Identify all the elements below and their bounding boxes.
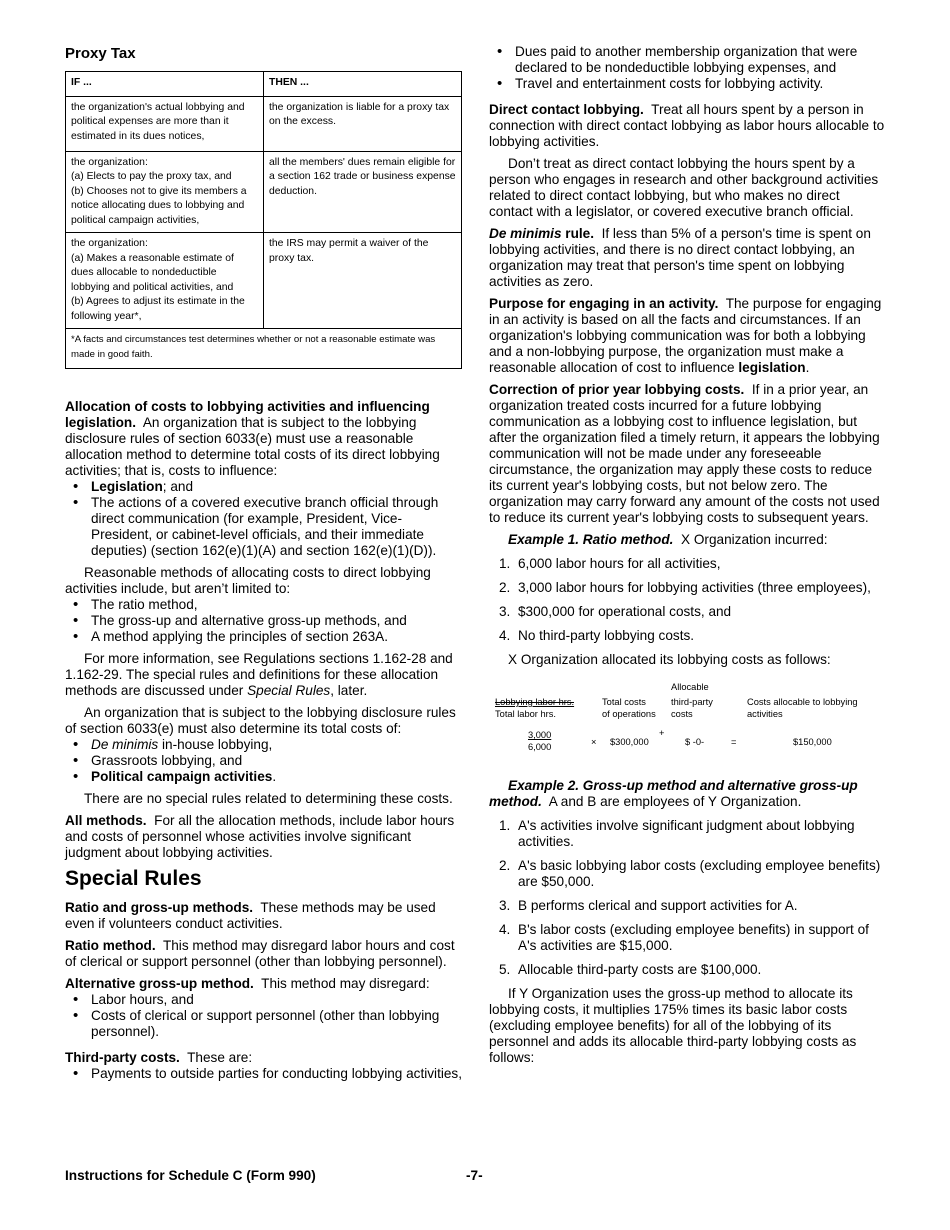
calc-denominator: 6,000 [528,742,552,752]
table-footnote: *A facts and circumstances test determines whether or not a reasonable estimate was made in good faith. [66,329,462,369]
third-party-paragraph: Third-party costs. These are: [65,1050,253,1065]
list-item: 2. 3,000 labor hours for lobbying activities (three employees), [499,580,871,595]
list-item: • The gross-up and alternative gross-up methods, and [65,613,462,629]
alt-gross-up-paragraph: Alternative gross-up method. This method may disregard: [65,976,430,991]
example2-list [489,818,885,978]
calc-result-header-1: Costs allocable to lobbying [747,697,858,707]
left-column [65,40,462,1088]
de-minimis-paragraph: De minimis rule. If less than 5% of a person's time is spent on lobbying activities, and there is no direct contact lobbying, an organization may treat that person's time spent on lobbying activities as zero. [489,226,871,289]
example1-heading: Example 1. Ratio method. [508,532,674,547]
list-item: • Political campaign activities. [65,769,462,785]
list-item: • Travel and entertainment costs for lobbying activity. [489,76,885,92]
then-cell: the organization is liable for a proxy tax on the excess. [264,96,462,151]
if-cell: the organization's actual lobbying and political expenses are more than it estimated in its dues notices, [66,96,264,151]
all-methods-heading: All methods. [65,813,147,828]
table-row [66,96,462,151]
if-cell: the organization: (a) Makes a reasonable estimate of dues allocable to nondeductible lobbying and political activities, and (b) Agrees to adjust its estimate in the following year*, [66,233,264,329]
calc-times: × [591,737,597,747]
list-item: 4. B's labor costs (excluding employee benefits) in support of A's activities are $15,000. [499,922,869,953]
col-then-header: THEN ... [264,72,462,97]
example1-paragraph: Example 1. Ratio method. X Organization incurred: [508,532,828,547]
list-item: 5. Allocable third-party costs are $100,000. [499,962,762,977]
calc-total-costs-header-1: Total costs [602,697,646,707]
special-rules-link: Special Rules [247,683,331,698]
list-item: • Grassroots lobbying, and [65,753,462,769]
allocation-text: An organization that is subject to the lobbying disclosure rules of section 6033(e) must use a reasonable allocation method to determine total costs of its direct lobbying activities; that is, costs to influence: [65,415,440,478]
table-row [66,233,462,329]
allocation-paragraph [65,399,462,479]
example1-list [489,556,885,644]
then-cell: the IRS may permit a waiver of the proxy tax. [264,233,462,329]
also-list [65,737,462,785]
calc-alloc-header-3: costs [671,709,693,719]
list-item: 1. A's activities involve significant judgment about lobbying activities. [499,818,855,849]
allocation-bullets [65,479,462,559]
ratio-method-paragraph: Ratio method. This method may disregard labor hours and cost of clerical or support personnel (other than lobbying personnel). [65,938,455,969]
calc-header-rule [495,702,574,703]
list-item: • A method applying the principles of section 263A. [65,629,462,645]
list-item: 3. B performs clerical and support activities for A. [499,898,798,913]
list-item: • De minimis in-house lobbying, [65,737,462,753]
calc-result: $150,000 [793,737,832,747]
calc-result-header-2: activities [747,709,783,719]
direct-contact-paragraph: Direct contact lobbying. Treat all hours spent by a person in connection with direct contact lobbying as labor hours allocable to lobbying activities. [489,102,885,149]
methods-intro: Reasonable methods of allocating costs to direct lobbying activities include, but aren’t limited to: [65,565,431,596]
proxy-tax-heading: Proxy Tax [65,45,136,62]
calc-numerator: 3,000 [528,730,552,740]
list-item: 2. A's basic lobbying labor costs (excluding employee benefits) are $50,000. [499,858,881,889]
third-party-list-part1 [65,1066,462,1082]
footer-title: Instructions for Schedule C (Form 990) [65,1168,316,1183]
list-item: • Costs of clerical or support personnel (other than lobbying personnel). [65,1008,462,1040]
direct-contact-paragraph-2: Don’t treat as direct contact lobbying the hours spent by a person who engages in research and other background activities related to direct contact lobbying, but who makes no direct contact with a legislator, or covered executive branch official. [489,156,879,219]
example2-paragraph: Example 2. Gross-up method and alternative gross-up method. A and B are employees of Y Organization. [489,778,858,809]
all-methods-paragraph: All methods. For all the allocation methods, include labor hours and costs of personnel whose activities involve significant judgment about lobbying activities. [65,813,455,860]
list-item: • Legislation; and [65,479,462,495]
example2-closing: If Y Organization uses the gross-up method to allocate its lobbying costs, it multiplies 175% times its basic labor costs (excluding employee benefits) for all of the lobbying of its personnel and adds its allocable third-party lobbying costs as follows: [489,986,857,1065]
allocation-heading: Allocation of costs to lobbying activities and influencing legislation. [65,399,430,430]
purpose-paragraph: Purpose for engaging in an activity. The purpose for engaging in an activity is based on all the facts and circumstances. If an organization's lobbying communication was for both a lobbying and a non-lobbying purpose, the organization must make a reasonable allocation of cost to influence legislation. [489,296,882,375]
list-item: 3. $300,000 for operational costs, and [499,604,732,619]
methods-list [65,597,462,645]
calc-total-costs-header-2: of operations [602,709,656,719]
example1-allocated: X Organization allocated its lobbying costs as follows: [508,652,831,667]
list-item: • The actions of a covered executive branch official through direct communication (for example, President, Vice-President, or cabinet-level officials, and their immediate deputies) (section 162(e)(1)(A) and section 162(e)(1)(D)). [65,495,462,559]
page-number: -7- [466,1168,483,1183]
table-footnote-row [66,329,462,369]
list-item: • Payments to outside parties for conducting lobbying activities, [65,1066,462,1082]
correction-paragraph: Correction of prior year lobbying costs. If in a prior year, an organization treated costs incurred for a future lobbying communication as a lobbying cost to influence legislation, but after the organization filed a timely return, it appears the lobbying communication will not be made under any foreseeable circumstance, the organization may apply these costs to reduce its current year's lobbying costs, but not below zero. The organization may carry forward any amount of the costs not used to reduce its current year's lobbying costs to subsequent years. [489,382,880,525]
table-header-row [66,72,462,97]
calc-equals: = [731,737,737,747]
list-item: 1. 6,000 labor hours for all activities, [499,556,721,571]
table-row [66,151,462,233]
more-info-paragraph: For more information, see Regulations sections 1.162-28 and 1.162-29. The special rules and definitions for these allocation methods are discussed under Special Rules, later. [65,651,453,698]
list-item: • Dues paid to another membership organization that were declared to be nondeductible lobbying expenses, and [489,44,885,76]
list-item: 4. No third-party lobbying costs. [499,628,695,643]
alt-gross-up-list [65,992,462,1040]
no-special-rules: There are no special rules related to determining these costs. [84,791,453,806]
calc-plus: + [659,728,665,738]
col-if-header: IF ... [66,72,264,97]
calc-total-labor-header: Total labor hrs. [495,709,556,719]
list-item: • The ratio method, [65,597,462,613]
calc-third-party: $ -0- [685,737,705,747]
calc-alloc-header-1: Allocable [671,682,709,692]
calc-alloc-header-2: third-party [671,697,713,707]
list-item: • Labor hours, and [65,992,462,1008]
also-intro: An organization that is subject to the lobbying disclosure rules of section 6033(e) must also determine its total costs of: [65,705,456,736]
special-rules-heading: Special Rules [65,867,202,890]
ratio-gross-paragraph: Ratio and gross-up methods. These methods may be used even if volunteers conduct activities. [65,900,436,931]
example2-heading: Example 2. Gross-up method and alternative gross-up method. [489,778,858,809]
proxy-tax-table [65,71,462,369]
calc-lobbying-header: Lobbying labor hrs. [495,697,575,707]
if-cell: the organization: (a) Elects to pay the proxy tax, and (b) Chooses not to give its members a notice allocating dues to lobbying and political campaign activities, [66,151,264,233]
calc-op-costs: $300,000 [610,737,649,747]
ratio-calculation [489,674,885,768]
right-column [489,44,885,1072]
then-cell: all the members' dues remain eligible for a section 162 trade or business expense deduction. [264,151,462,233]
third-party-list-part2 [489,44,885,92]
